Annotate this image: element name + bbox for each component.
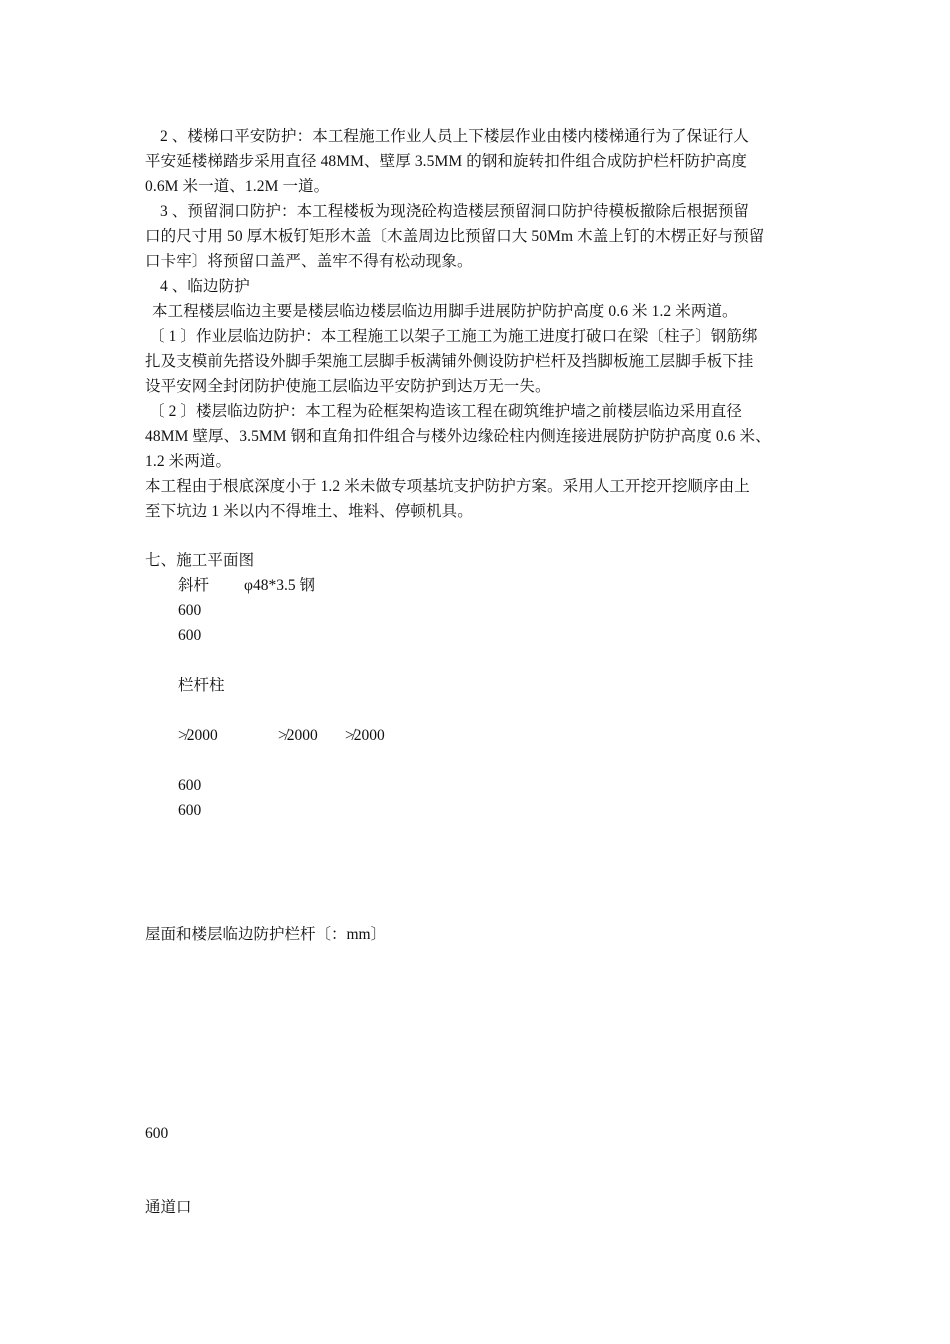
paragraph-7-line-1: 本工程由于根底深度小于 1.2 米未做专项基坑支护防护方案。采用人工开挖开挖顺序由上 (145, 478, 750, 495)
label-steel-spec: φ48*3.5 钢 (244, 577, 315, 594)
paragraph-6-line-3: 1.2 米两道。 (145, 453, 232, 470)
paragraph-5-line-3: 设平安网全封闭防护使施工层临边平安防护到达万无一失。 (145, 378, 551, 395)
paragraph-6-line-2: 48MM 壁厚、3.5MM 钢和直角扣件组合与楼外边缘砼柱内侧连接进展防护防护高度 0.6 米、 (145, 428, 771, 445)
label-langanzhu: 栏杆柱 (178, 677, 225, 694)
dimension-600-a: 600 (178, 602, 202, 619)
dimension-2000-c: ≯2000 (345, 727, 385, 744)
paragraph-6-line-1: 〔 2 〕楼层临边防护：本工程为砼框架构造该工程在砌筑维护墙之前楼层临边采用直径 (149, 403, 743, 420)
paragraph-2-line-3: 0.6M 米一道、1.2M 一道。 (145, 178, 330, 195)
paragraph-4-line-1: 本工程楼层临边主要是楼层临边楼层临边用脚手进展防护防护高度 0.6 米 1.2 米两道。 (152, 303, 738, 320)
paragraph-3-line-3: 口卡牢〕将预留口盖严、盖牢不得有松动现象。 (145, 253, 473, 270)
paragraph-4-heading: 4 、临边防护 (160, 278, 250, 295)
paragraph-3-line-2: 口的尺寸用 50 厚木板钉矩形木盖〔木盖周边比预留口大 50Mm 木盖上钉的木楞正好与预留 (145, 228, 765, 245)
figure-caption: 屋面和楼层临边防护栏杆〔：mm〕 (145, 926, 387, 943)
paragraph-2-line-2: 平安延楼梯踏步采用直径 48MM、壁厚 3.5MM 的钢和旋转扣件组合成防护栏杆防护高度 (145, 153, 748, 170)
paragraph-5-line-1: 〔 1 〕作业层临边防护：本工程施工以架子工施工为施工进度打破口在梁〔柱子〕钢筋绑 (149, 328, 758, 345)
dimension-2000-b: ≯2000 (278, 727, 318, 744)
paragraph-7-line-2: 至下坑边 1 米以内不得堆土、堆料、停顿机具。 (145, 503, 473, 520)
dimension-600-c: 600 (178, 777, 202, 794)
paragraph-5-line-2: 扎及支模前先搭设外脚手架施工层脚手板满铺外侧设防护栏杆及挡脚板施工层脚手板下挂 (145, 353, 754, 370)
label-tongdaokou: 通道口 (145, 1199, 192, 1216)
dimension-600-e: 600 (145, 1125, 169, 1142)
dimension-600-b: 600 (178, 627, 202, 644)
section-7-heading: 七、施工平面图 (145, 552, 255, 569)
dimension-2000-a: ≯2000 (178, 727, 218, 744)
paragraph-3-line-1: 3 、预留洞口防护：本工程楼板为现浇砼构造楼层预留洞口防护待模板撤除后根据预留 (160, 203, 750, 220)
dimension-600-d: 600 (178, 802, 202, 819)
label-xiegan: 斜杆 (178, 577, 210, 594)
paragraph-2-line-1: 2 、楼梯口平安防护：本工程施工作业人员上下楼层作业由楼内楼梯通行为了保证行人 (160, 128, 750, 145)
